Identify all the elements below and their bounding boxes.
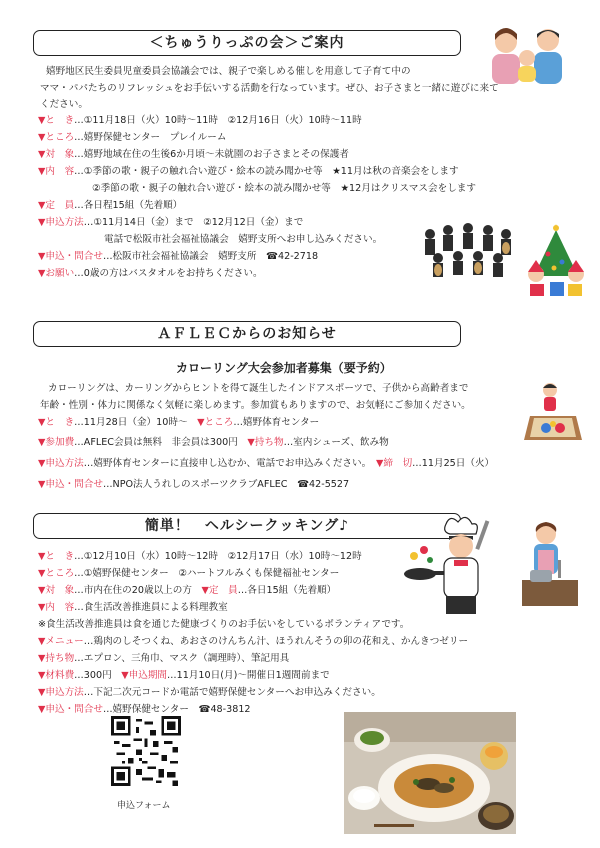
s3-zairyohi: …300円 <box>74 670 112 681</box>
s3-teiin-label: ▼定 員 <box>201 585 238 596</box>
s3-toki: …①12月10日（水）10時～12時 ②12月17日（水）10時～12時 <box>74 551 362 562</box>
s3-toki-label: ▼と き <box>38 551 75 562</box>
s1-toiawase-label: ▼申込・問合せ <box>38 251 103 262</box>
s3-moushikomi-label: ▼申込方法 <box>38 687 84 698</box>
s1-toki-label: ▼と き <box>38 115 75 126</box>
s1-moushikomi-1: …①11月14日（金）まで ②12月12日（金）まで <box>83 217 304 228</box>
s2-mochimono: …室内シューズ、飲み物 <box>283 437 389 448</box>
s2-intro-2: 年齢・性別・体力に関係なく気軽に楽しめます。参加賞もありますので、お気軽にご参加ください。 <box>40 400 471 411</box>
s1-taisho-label: ▼対 象 <box>38 149 75 160</box>
curling-illustration <box>524 380 582 442</box>
s3-taisho-label: ▼対 象 <box>38 585 75 596</box>
s1-onegai-label: ▼お願い <box>38 268 75 279</box>
s3-toiawase-label: ▼申込・問合せ <box>38 704 103 715</box>
s2-tokoro: …嬉野体育センター <box>233 417 320 428</box>
s3-menu: …鶏肉のしそつくね、あおさのけんちん汁、ほうれんそうの卯の花和え、かんきつゼリー <box>83 636 469 647</box>
s2-subtitle: カローリング大会参加者募集（要予約） <box>176 361 392 375</box>
s3-menu-label: ▼メニュー <box>38 636 84 647</box>
s2-toiawase: …NPO法人うれしのスポーツクラブAFLEC ☎42-5527 <box>102 479 350 490</box>
s1-toki: …①11月18日（火）10時～11時 ②12月16日（火）10時～11時 <box>74 115 362 126</box>
orchestra-illustration <box>418 212 522 282</box>
s1-intro-3: ください。 <box>40 99 88 110</box>
family-illustration <box>486 24 572 86</box>
s2-sankahi: …AFLEC会員は無料 非会員は300円 <box>74 437 238 448</box>
s2-toki: …11月28日（金）10時～ <box>74 417 188 428</box>
section2-title: ＡＦＬＥＣからのお知らせ <box>33 321 461 347</box>
s1-tokoro-label: ▼ところ <box>38 132 75 143</box>
s3-mochimono: …エプロン、三角巾、マスク（調理時）、筆記用具 <box>74 653 290 664</box>
s1-naiyo-2: ②季節の歌・親子の触れ合い遊び・絵本の読み聞かせ等 ★12月はクリスマス会をします <box>92 183 476 194</box>
s1-naiyo-label: ▼内 容 <box>38 166 75 177</box>
s3-toiawase: …嬉野保健センター ☎48-3812 <box>102 704 251 715</box>
s2-mochimono-label: ▼持ち物 <box>247 437 284 448</box>
s3-moushikomi: …下記二次元コードか電話で嬉野保健センターへお申込みください。 <box>83 687 381 698</box>
cooking-illustration <box>518 520 582 608</box>
s1-teiin: …各日程15組（先着順） <box>74 200 183 211</box>
section1-title: ＜ちゅうりっぷの会＞ご案内 <box>33 30 461 56</box>
s1-naiyo-1: …①季節の歌・親子の触れ合い遊び・絵本の読み聞かせ等 ★11月は秋の音楽会をします <box>74 166 459 177</box>
s1-intro-2: ママ・パパたちのリフレッシュをお手伝いする活動を行なっています。ぜひ、お子さまと一緒に遊びに来て <box>40 83 499 94</box>
s3-naiyo-label: ▼内 容 <box>38 602 75 613</box>
s1-taisho: …嬉野地域在住の生後6か月頃～未就園のお子さまとその保護者 <box>74 149 349 160</box>
s1-toiawase: …松阪市社会福祉協議会 嬉野支所 ☎42-2718 <box>102 251 319 262</box>
s3-tokoro: …①嬉野保健センター ②ハートフルみくも保健福祉センター <box>74 568 340 579</box>
s2-tokoro-label: ▼ところ <box>197 417 234 428</box>
s2-moushikomi-label: ▼申込方法 <box>38 458 84 469</box>
s3-taisho: …市内在住の20歳以上の方 <box>74 585 192 596</box>
s1-tokoro: …嬉野保健センター プレイルーム <box>74 132 227 143</box>
s3-kikan: …11月10日(月)～開催日1週間前まで <box>167 670 330 681</box>
s3-note: ※食生活改善推進員は食を通じた健康づくりのお手伝いをしているボランティアです。 <box>38 619 410 630</box>
s2-shimekiri: …11月25日（火） <box>412 458 495 469</box>
s2-toki-label: ▼と き <box>38 417 75 428</box>
s1-teiin-label: ▼定 員 <box>38 200 75 211</box>
qr-label: 申込フォーム <box>117 801 171 811</box>
s3-kikan-label: ▼申込期間 <box>121 670 168 681</box>
s2-intro-1: カローリングは、カーリングからヒントを得て誕生したインドアスポーツで、子供から高齢者まで <box>48 383 469 394</box>
s3-zairyohi-label: ▼材料費 <box>38 670 75 681</box>
qr-code[interactable] <box>111 716 181 786</box>
s1-moushikomi-label: ▼申込方法 <box>38 217 84 228</box>
s2-toiawase-label: ▼申込・問合せ <box>38 479 103 490</box>
s1-intro-1: 嬉野地区民生委員児童委員会協議会では、親子で楽しめる催しを用意して子育て中の <box>46 66 411 77</box>
christmas-illustration <box>526 224 586 298</box>
s3-teiin: …各日15組（先着順） <box>237 585 337 596</box>
s2-sankahi-label: ▼参加費 <box>38 437 75 448</box>
s2-shimekiri-label: ▼締 切 <box>376 458 413 469</box>
food-photo <box>344 712 516 834</box>
chef-illustration <box>400 516 496 616</box>
s1-moushikomi-2: 電話で松阪市社会福祉協議会 嬉野支所へお申し込みください。 <box>104 234 383 245</box>
s3-naiyo: …食生活改善推進員による料理教室 <box>74 602 228 613</box>
s1-onegai: …0歳の方はバスタオルをお持ちください。 <box>74 268 263 279</box>
section3-title: 簡単！ ヘルシークッキング♪ <box>33 513 461 539</box>
s3-tokoro-label: ▼ところ <box>38 568 75 579</box>
s2-moushikomi: …嬉野体育センターに直接申し込むか、電話でお申込みください。 <box>83 458 367 469</box>
s3-mochimono-label: ▼持ち物 <box>38 653 75 664</box>
